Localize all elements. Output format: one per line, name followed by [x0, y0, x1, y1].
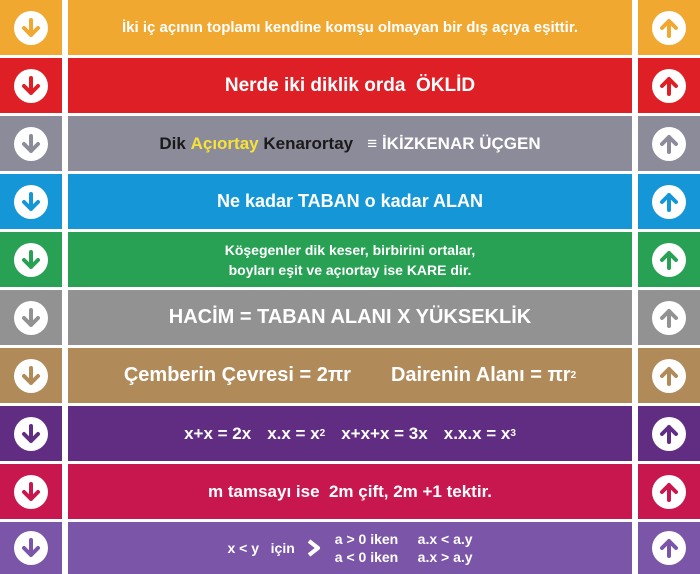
- rule-text: [68, 116, 632, 171]
- word-isosceles: ≡ İKİZKENAR ÜÇGEN: [367, 133, 541, 153]
- word-kenarortay: Kenarortay: [263, 133, 354, 153]
- down-arrow-icon: [14, 359, 48, 393]
- up-arrow-icon: [652, 531, 686, 565]
- circumference-formula: Çemberin Çevresi = 2πr: [123, 364, 351, 386]
- down-arrow-icon: [14, 301, 48, 335]
- down-arrow-icon: [14, 417, 48, 451]
- inequality-case-positive: a > 0 iken a.x < a.y: [334, 531, 473, 547]
- expr-4-exponent: 3: [510, 428, 516, 439]
- rule-text: HACİM = TABAN ALANI X YÜKSEKLİK: [168, 306, 532, 328]
- down-arrow-icon: [14, 243, 48, 277]
- row-euclid: [0, 58, 700, 113]
- row-inequality: [0, 522, 700, 574]
- row-isosceles: [0, 116, 700, 171]
- rule-text: [68, 348, 632, 403]
- up-arrow-icon: [652, 243, 686, 277]
- down-arrow-icon: [14, 475, 48, 509]
- expr-4: x.x.x = x: [443, 423, 511, 443]
- chevron-right-icon: [307, 539, 321, 557]
- rule-text: [68, 522, 632, 574]
- rule-line-2: boyları eşit ve açıortay ise KARE dir.: [228, 261, 472, 278]
- down-arrow-icon: [14, 185, 48, 219]
- up-arrow-icon: [652, 127, 686, 161]
- word-aciortay: Açıortay: [190, 133, 259, 153]
- down-arrow-icon: [14, 11, 48, 45]
- row-parity: [0, 464, 700, 519]
- up-arrow-icon: [652, 475, 686, 509]
- area-formula: Dairenin Alanı = πr: [390, 364, 571, 386]
- expr-2-exponent: 2: [319, 428, 326, 439]
- rule-text: Ne kadar TABAN o kadar ALAN: [216, 191, 484, 211]
- row-base-area: [0, 174, 700, 229]
- rule-text: m tamsayı ise 2m çift, 2m +1 tektir.: [208, 481, 492, 501]
- area-exponent: 2: [570, 370, 577, 381]
- up-arrow-icon: [652, 359, 686, 393]
- up-arrow-icon: [652, 69, 686, 103]
- rule-line-1: Köşegenler dik keser, birbirini ortalar,: [224, 241, 476, 258]
- up-arrow-icon: [652, 301, 686, 335]
- left-cell: [0, 0, 62, 55]
- row-angle-rule: [0, 0, 700, 55]
- expr-2: x.x = x: [267, 423, 320, 443]
- row-square: [0, 232, 700, 287]
- up-arrow-icon: [652, 185, 686, 219]
- up-arrow-icon: [652, 11, 686, 45]
- up-arrow-icon: [652, 417, 686, 451]
- inequality-case-negative: a < 0 iken a.x > a.y: [334, 549, 473, 565]
- rule-text: Nerde iki diklik orda ÖKLİD: [224, 74, 476, 96]
- word-dik: Dik: [159, 133, 186, 153]
- row-volume: [0, 290, 700, 345]
- down-arrow-icon: [14, 531, 48, 565]
- right-cell: [638, 0, 700, 55]
- row-circle: [0, 348, 700, 403]
- down-arrow-icon: [14, 69, 48, 103]
- down-arrow-icon: [14, 127, 48, 161]
- row-algebra: [0, 406, 700, 461]
- expr-1: x+x = 2x: [184, 423, 252, 443]
- inequality-premise: x < y için: [227, 540, 295, 556]
- rule-text: [68, 406, 632, 461]
- rule-text: İki iç açının toplamı kendine komşu olmayan bir dış açıya eşittir.: [122, 19, 578, 36]
- expr-3: x+x+x = 3x: [341, 423, 428, 443]
- rule-text: [68, 232, 632, 287]
